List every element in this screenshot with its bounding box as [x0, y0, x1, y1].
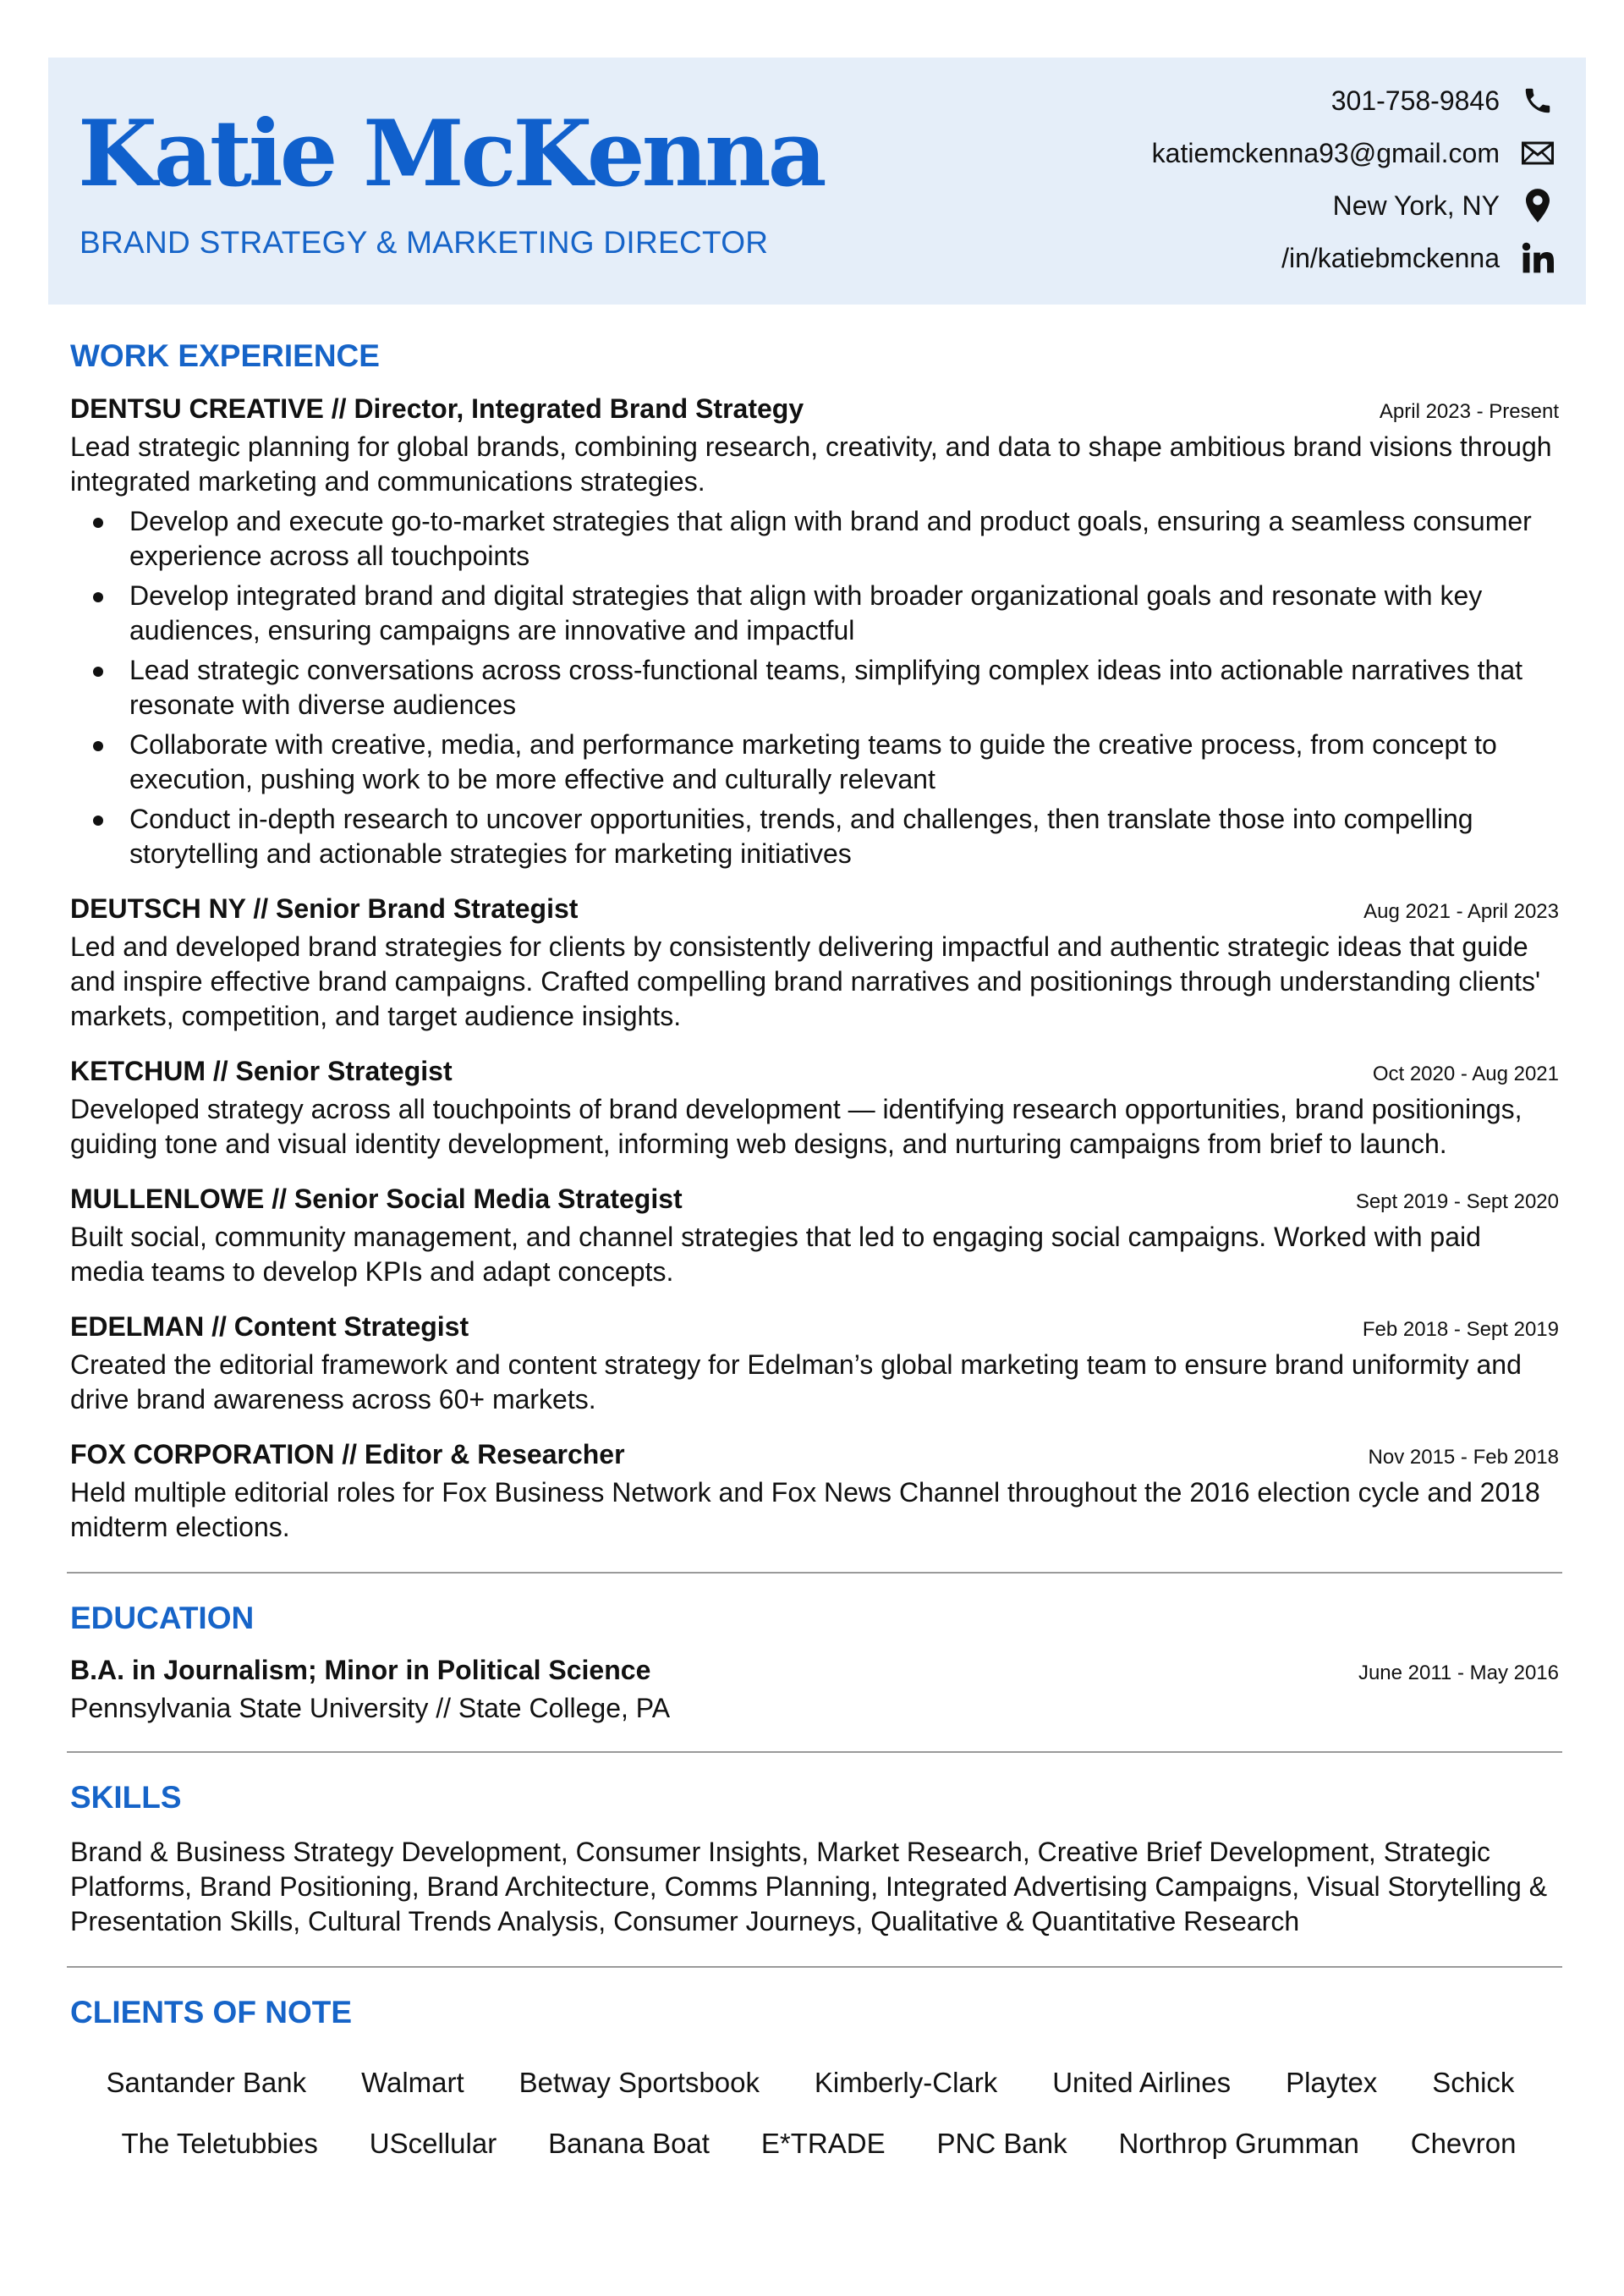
client-item: Santander Bank — [106, 2067, 307, 2099]
bullet-item: Collaborate with creative, media, and performance marketing teams to guide the creative process, from concept to execution, pushing work to be more effective and culturally relevant — [70, 728, 1559, 797]
bullet-item: Develop integrated brand and digital strategies that align with broader organizational goals and resonate with key audiences, ensuring campaigns are innovative and impactful — [70, 579, 1559, 648]
resume-body — [70, 338, 1559, 2174]
clients-list — [70, 2052, 1559, 2174]
job-title: DENTSU CREATIVE // Director, Integrated Brand Strategy — [70, 393, 804, 424]
linkedin-icon — [1520, 240, 1555, 276]
email-text: katiemckenna93@gmail.com — [1151, 137, 1500, 168]
contact-phone[interactable] — [1331, 83, 1555, 118]
bullet-item: Lead strategic conversations across cross-functional teams, simplifying complex ideas into actionable narratives that resonate with diverse audiences — [70, 653, 1559, 722]
education-date: June 2011 - May 2016 — [1358, 1662, 1559, 1685]
client-item: Betway Sportsbook — [518, 2067, 760, 2099]
education-entry — [70, 1655, 1559, 1724]
section-title-skills: SKILLS — [70, 1780, 182, 1815]
client-item: The Teletubbies — [121, 2128, 318, 2160]
contact-linkedin[interactable] — [1281, 240, 1555, 276]
section-title-work: WORK EXPERIENCE — [70, 338, 380, 373]
client-item: Walmart — [361, 2067, 464, 2099]
contact-email[interactable] — [1152, 135, 1555, 171]
job-description: Developed strategy across all touchpoints of brand development — identifying research opportunities, brand positionings, guiding tone and visual identity development, informing web designs, and nurturing campaigns from brief to launch. — [70, 1093, 1522, 1159]
job-bullets — [70, 504, 1559, 871]
client-item: United Airlines — [1052, 2067, 1232, 2099]
job-description: Built social, community management, and channel strategies that led to engaging social campaigns. Worked with paid media teams to develop KPIs and adapt concepts. — [70, 1221, 1481, 1287]
job-entry — [70, 393, 1559, 871]
candidate-name: Katie McKenna — [78, 101, 824, 207]
job-date: Feb 2018 - Sept 2019 — [1362, 1317, 1559, 1341]
contact-location[interactable] — [1333, 188, 1555, 223]
job-date: Oct 2020 - Aug 2021 — [1372, 1062, 1559, 1085]
job-title: FOX CORPORATION // Editor & Researcher — [70, 1438, 625, 1469]
clients-row — [70, 2052, 1559, 2113]
envelope-icon — [1520, 135, 1555, 171]
job-date: Sept 2019 - Sept 2020 — [1355, 1189, 1559, 1213]
client-item: E*TRADE — [760, 2128, 886, 2160]
section-divider — [67, 1572, 1562, 1574]
job-entry — [70, 1056, 1559, 1162]
job-date: Nov 2015 - Feb 2018 — [1368, 1445, 1559, 1469]
job-entry — [70, 1439, 1559, 1545]
client-item: Chevron — [1410, 2128, 1517, 2160]
phone-text: 301-758-9846 — [1330, 85, 1500, 116]
job-entry — [70, 1311, 1559, 1417]
section-divider — [67, 1751, 1562, 1753]
section-title-education: EDUCATION — [70, 1600, 255, 1635]
job-entry — [70, 1184, 1559, 1289]
client-item: Kimberly-Clark — [814, 2067, 998, 2099]
job-title: KETCHUM // Senior Strategist — [70, 1055, 453, 1086]
section-title-clients: CLIENTS OF NOTE — [70, 1994, 352, 2030]
client-item: UScellular — [369, 2128, 497, 2160]
job-entry — [70, 893, 1559, 1034]
contact-list — [1152, 83, 1555, 276]
job-description: Created the editorial framework and content strategy for Edelman’s global marketing team to ensure brand uniformity and drive brand awareness across 60+ markets. — [70, 1348, 1522, 1414]
skills-list: Brand & Business Strategy Development, Consumer Insights, Market Research, Creative Brief Development, Strategic Platforms, Brand Positioning, Brand Architecture, Comms Planning, Integrated Advertising Campaigns, Visual Storytelling & Presentation Skills, Cultural Trends Analysis, Consumer Journeys, Qualitative & Quantitative Research — [70, 1836, 1548, 1936]
job-description: Held multiple editorial roles for Fox Business Network and Fox News Channel throughout the 2016 election cycle and 2018 midterm elections. — [70, 1476, 1540, 1542]
job-title: DEUTSCH NY // Senior Brand Strategist — [70, 893, 579, 924]
client-item: PNC Bank — [936, 2128, 1067, 2160]
bullet-item: Conduct in-depth research to uncover opportunities, trends, and challenges, then translate those into compelling storytelling and actionable strategies for marketing initiatives — [70, 802, 1559, 871]
job-title: MULLENLOWE // Senior Social Media Strategist — [70, 1183, 683, 1214]
bullet-item: Develop and execute go-to-market strategies that align with brand and product goals, ensuring a seamless consumer experience across all touchpoints — [70, 504, 1559, 574]
client-item: Banana Boat — [548, 2128, 710, 2160]
resume-header — [48, 58, 1586, 305]
location-text: New York, NY — [1332, 190, 1500, 221]
client-item: Playtex — [1286, 2067, 1378, 2099]
school-name: Pennsylvania State University // State College, PA — [70, 1693, 671, 1724]
linkedin-text: /in/katiebmckenna — [1281, 242, 1500, 273]
section-divider — [67, 1966, 1562, 1968]
job-date: Aug 2021 - April 2023 — [1363, 899, 1559, 923]
clients-row — [70, 2113, 1559, 2174]
client-item: Schick — [1432, 2067, 1515, 2099]
job-description: Led and developed brand strategies for clients by consistently delivering impactful and authentic strategic ideas that guide and inspire effective brand campaigns. Crafted compelling brand narratives and positionings through understanding clients' markets, competition, and target audience insights. — [70, 931, 1541, 1031]
job-date: April 2023 - Present — [1379, 399, 1559, 423]
map-pin-icon — [1520, 188, 1555, 223]
job-description: Lead strategic planning for global brands, combining research, creativity, and data to shape ambitious brand visions through integrated marketing and communications strategies. — [70, 431, 1552, 497]
job-title: EDELMAN // Content Strategist — [70, 1310, 469, 1342]
candidate-title: BRAND STRATEGY & MARKETING DIRECTOR — [80, 225, 769, 260]
client-item: Northrop Grumman — [1118, 2128, 1359, 2160]
phone-icon — [1520, 83, 1555, 118]
degree-title: B.A. in Journalism; Minor in Political Science — [70, 1655, 651, 1686]
